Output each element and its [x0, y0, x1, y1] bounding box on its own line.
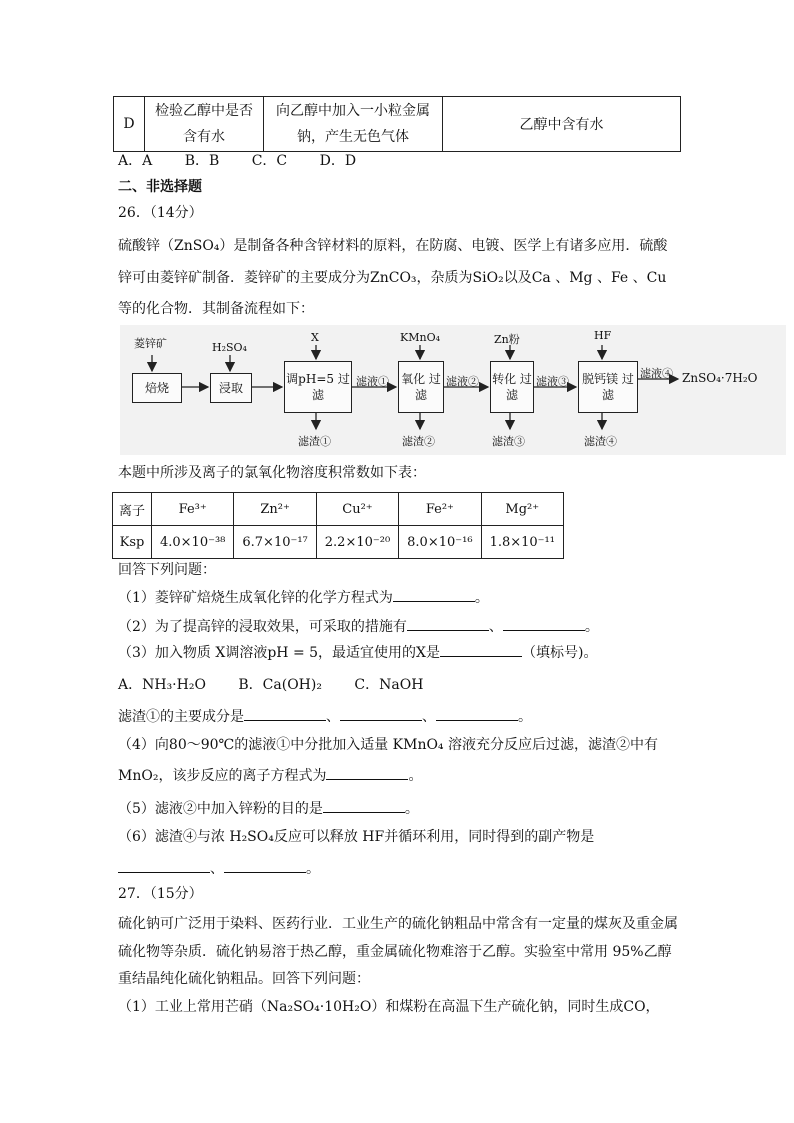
- ksp-header: Ksp: [113, 526, 152, 559]
- comma: 、: [326, 709, 340, 725]
- step-roast: [132, 373, 182, 403]
- step-oxidize: [398, 361, 444, 413]
- step-roast-label: 焙烧: [144, 381, 169, 395]
- answer-options: [118, 151, 356, 171]
- period: 。: [518, 709, 532, 725]
- ion-header: 离子: [113, 493, 152, 526]
- ksp-cell: 2.2×10⁻²⁰: [316, 526, 398, 559]
- purpose-cell: [145, 97, 264, 152]
- ion-cell: Fe²⁺: [399, 493, 481, 526]
- operation-line-1: 向乙醇中加入一小粒金属: [276, 103, 430, 119]
- residue-1: 滤渣①: [298, 435, 331, 448]
- answer-blank[interactable]: [118, 858, 210, 873]
- reagent-x: X: [311, 331, 319, 344]
- q26-part4-line2: [118, 765, 422, 786]
- residue-question: [118, 706, 532, 727]
- q27-header: 27．（15分）: [118, 886, 203, 902]
- q27-part1: （1）工业上常用芒硝（Na₂SO₄·10H₂O）和煤粉在高温下生产硫化钠，同时生成CO，: [118, 999, 660, 1015]
- answer-blank[interactable]: [340, 706, 422, 721]
- ksp-cell: 1.8×10⁻¹¹: [481, 526, 563, 559]
- ksp-table: [112, 492, 564, 559]
- q26-part4-line1: （4）向80～90℃的滤液①中分批加入适量 KMnO₄ 溶液充分反应后过滤，滤渣②中有: [118, 737, 658, 753]
- operation-line-2: 钠，产生无色气体: [297, 129, 409, 145]
- residue-question-text: 滤渣①的主要成分是: [118, 709, 244, 725]
- q26-part6-line2: [118, 858, 320, 879]
- period: 。: [306, 861, 320, 877]
- step-adjust-ph-label: 调pH=5 过滤: [286, 372, 350, 402]
- step-oxidize-label: 氧化 过滤: [401, 372, 441, 402]
- filtrate-1: 滤液①: [356, 375, 389, 388]
- option-c: C．C: [251, 153, 288, 169]
- answer-blank[interactable]: [407, 616, 489, 631]
- process-flowchart: [120, 325, 786, 455]
- reagent-h2so4: H₂SO₄: [212, 341, 247, 354]
- step-adjust-ph: [284, 361, 352, 413]
- q26-part3: [118, 642, 597, 663]
- ksp-cell: 4.0×10⁻³⁸: [152, 526, 234, 559]
- option-caoh2: B．Ca(OH)₂: [238, 677, 322, 693]
- q26-part5-text: （5）滤液②中加入锌粉的目的是: [118, 801, 323, 817]
- ion-cell: Cu²⁺: [316, 493, 398, 526]
- raw-material-label: 菱锌矿: [134, 337, 167, 350]
- step-convert-label: 转化 过滤: [492, 372, 532, 402]
- q27-intro-3: 重结晶纯化硫化钠粗品。回答下列问题：: [118, 971, 370, 987]
- option-letter: D: [114, 97, 145, 152]
- filtrate-2: 滤液②: [446, 375, 479, 388]
- q26-part4-text: MnO₂，该步反应的离子方程式为: [118, 768, 327, 784]
- filtrate-3: 滤液③: [536, 375, 569, 388]
- option-nh3: A．NH₃·H₂O: [118, 677, 206, 693]
- section-title: 二、非选择题: [118, 179, 202, 195]
- q26-part1-text: （1）菱锌矿焙烧生成氧化锌的化学方程式为: [118, 590, 393, 606]
- comma: 、: [422, 709, 436, 725]
- q26-intro-2: 锌可由菱锌矿制备．菱锌矿的主要成分为ZnCO₃，杂质为SiO₂以及Ca 、Mg 、Fe 、Cu: [118, 270, 667, 286]
- period: 。: [408, 768, 423, 784]
- q26-part3-options: [118, 675, 423, 695]
- comma: 、: [210, 861, 224, 877]
- ksp-cell: 8.0×10⁻¹⁶: [399, 526, 481, 559]
- q26-part6-line1: （6）滤渣④与浓 H₂SO₄反应可以释放 HF并循环利用，同时得到的副产物是: [118, 829, 595, 845]
- period: 。: [474, 590, 489, 606]
- answer-blank[interactable]: [326, 765, 408, 780]
- answer-blank[interactable]: [224, 858, 306, 873]
- step-leach-label: 浸取: [218, 381, 243, 395]
- ion-cell: Fe³⁺: [152, 493, 234, 526]
- q26-part5: [118, 798, 419, 819]
- option-d-table: [113, 96, 681, 152]
- table-intro: 本题中所涉及离子的氯氧化物溶度积常数如下表：: [118, 465, 426, 481]
- step-remove-ca-mg: [578, 361, 638, 413]
- q26-part3-text: （3）加入物质 X调溶液pH = 5，最适宜使用的X是: [118, 645, 440, 661]
- ion-cell: Mg²⁺: [481, 493, 563, 526]
- q26-intro-1: 硫酸锌（ZnSO₄）是制备各种含锌材料的原料，在防腐、电镀、医学上有诸多应用．硫酸: [118, 238, 668, 254]
- reagent-kmno4: KMnO₄: [400, 331, 440, 344]
- q26-part2-text: （2）为了提高锌的浸取效果，可采取的措施有: [118, 619, 407, 635]
- residue-3: 滤渣③: [492, 435, 525, 448]
- product-label: ZnSO₄·7H₂O: [682, 371, 758, 385]
- q26-header: 26．（14分）: [118, 205, 203, 221]
- option-d: D．D: [319, 153, 357, 169]
- option-naoh: C．NaOH: [354, 677, 424, 693]
- answer-blank[interactable]: [440, 642, 522, 657]
- q27-intro-2: 硫化物等杂质．硫化钠易溶于热乙醇，重金属硫化物难溶于乙醇。实验室中常用 95%乙醇: [118, 944, 672, 960]
- reagent-zn: Zn粉: [494, 333, 520, 346]
- q26-part2: [118, 616, 599, 637]
- ion-cell: Zn²⁺: [234, 493, 316, 526]
- answer-blank[interactable]: [503, 616, 585, 631]
- q26-part1: [118, 587, 489, 608]
- residue-2: 滤渣②: [402, 435, 435, 448]
- reagent-hf: HF: [594, 329, 612, 342]
- step-convert: [490, 361, 534, 413]
- purpose-line-2: 含有水: [183, 129, 225, 145]
- answer-blank[interactable]: [436, 706, 518, 721]
- q26-intro-3: 等的化合物．其制备流程如下：: [118, 301, 314, 317]
- option-a: A．A: [118, 153, 153, 169]
- q27-intro-1: 硫化钠可广泛用于染料、医药行业．工业生产的硫化钠粗品中常含有一定量的煤灰及重金属: [118, 916, 678, 932]
- comma: 、: [488, 619, 503, 635]
- period: 。: [404, 801, 419, 817]
- step-leach: [210, 373, 252, 403]
- purpose-line-1: 检验乙醇中是否: [155, 103, 253, 119]
- period: 。: [584, 619, 599, 635]
- answer-blank[interactable]: [244, 706, 326, 721]
- answer-blank[interactable]: [393, 587, 475, 602]
- ksp-cell: 6.7×10⁻¹⁷: [234, 526, 316, 559]
- option-b: B．B: [184, 153, 220, 169]
- answer-blank[interactable]: [323, 798, 405, 813]
- step-remove-ca-mg-label: 脱钙镁 过滤: [582, 372, 634, 402]
- q26-part3-tail: （填标号)。: [522, 645, 598, 661]
- answer-intro: 回答下列问题：: [118, 562, 216, 578]
- operation-cell: [264, 97, 443, 152]
- filtrate-4: 滤液④: [640, 367, 673, 380]
- residue-4: 滤渣④: [584, 435, 617, 448]
- conclusion-cell: 乙醇中含有水: [443, 97, 681, 152]
